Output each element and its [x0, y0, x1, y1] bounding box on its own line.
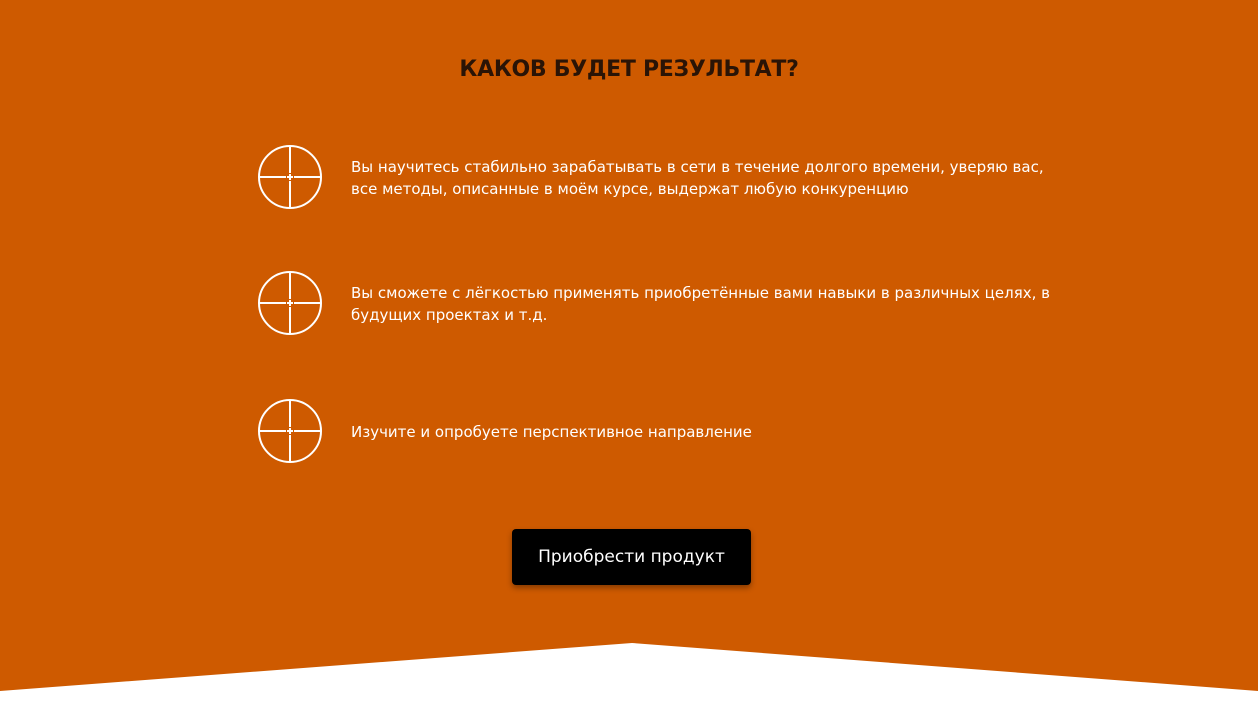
result-text: Изучите и опробуете перспективное направление: [351, 423, 752, 441]
result-item: [258, 399, 1078, 465]
crosshair-icon: [258, 399, 322, 463]
section-title: КАКОВ БУДЕТ РЕЗУЛЬТАТ?: [459, 57, 799, 82]
result-item: [258, 271, 1078, 337]
crosshair-icon: [258, 145, 322, 209]
section-divider: [0, 643, 1258, 703]
result-item: [258, 145, 1078, 211]
result-text: Вы научитесь стабильно зарабатывать в сети в течение долгого времени, уверяю вас, все методы, описанные в моём курсе, выдержат любую конкуренцию: [351, 158, 1044, 198]
crosshair-icon: [258, 271, 322, 335]
buy-product-button[interactable]: Приобрести продукт: [512, 529, 751, 585]
result-text: Вы сможете с лёгкостью применять приобретённые вами навыки в различных целях, в будущих проектах и т.д.: [351, 284, 1050, 324]
